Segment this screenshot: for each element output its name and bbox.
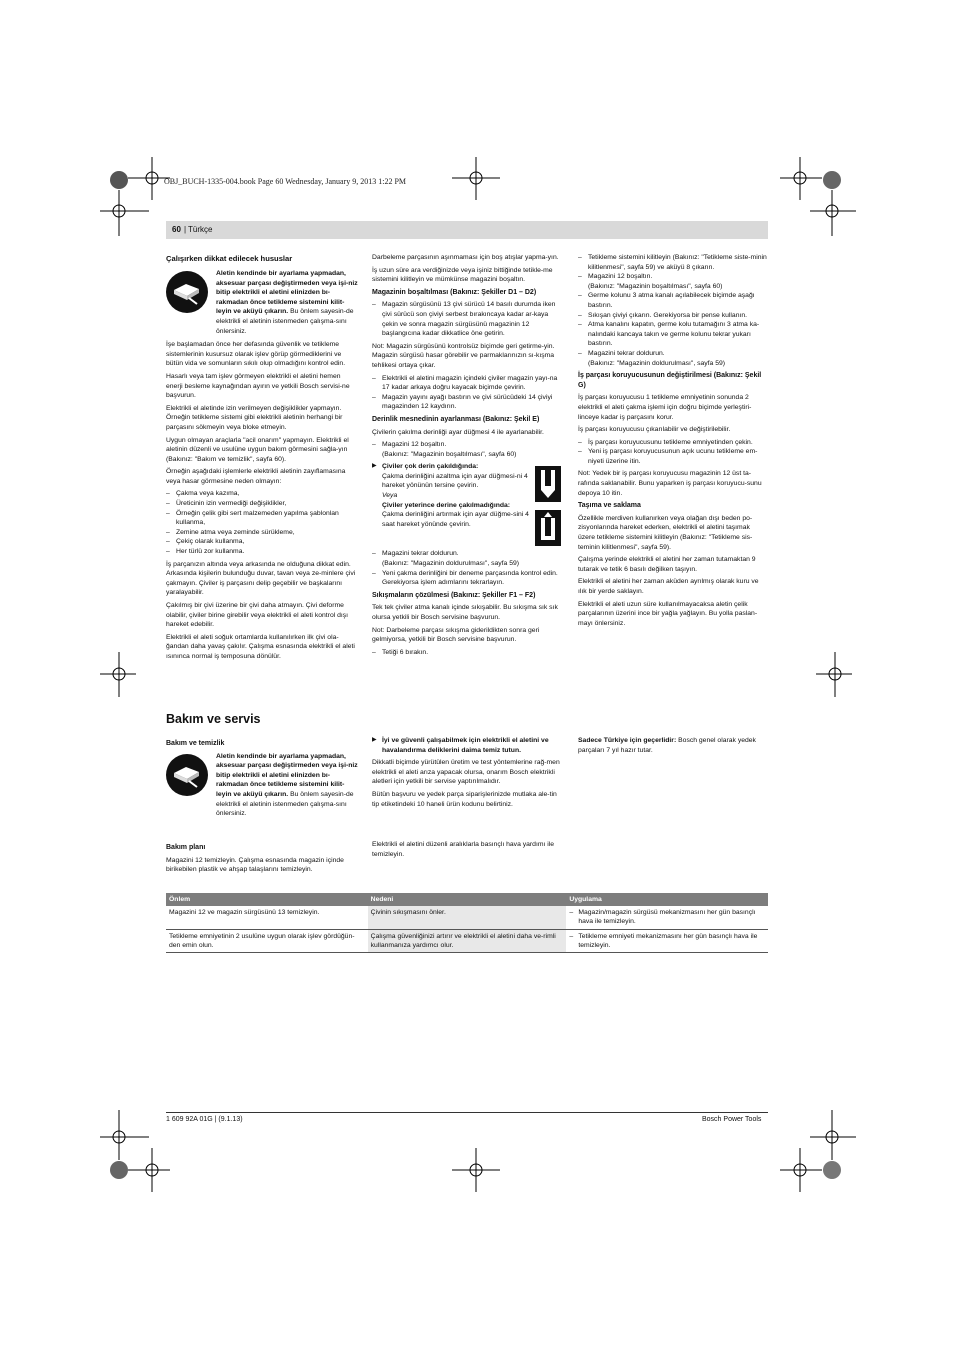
column-header: Nedeni bbox=[368, 893, 567, 906]
note: Not: Magazin sürgüsünü kontrolsüz biçimde geri getirme-yin. Magazin sürgüsü hasar görebilir ve parmaklarınızın sı-kışma tehlikesi ortaya çıkar. bbox=[372, 342, 555, 369]
list-item: – Sıkışan çiviyi çıkarın. Gerekiyorsa bir pense kullanın. bbox=[578, 311, 768, 321]
paragraph: İş parçanızın altında veya arkasında ne olduğuna dikkat edin. Arkasında kişilerin bulunduğu duvar, tavan veya ze-minlere çivi çakmayın. Çiviler iş parçasını delip geçebilir ve başkalarını yaralayabilir. bbox=[166, 560, 356, 597]
list-item: – İş parçası koruyucusunu tetikleme emniyetinden çekin. bbox=[578, 438, 768, 448]
footer-divider bbox=[166, 1112, 768, 1113]
maintenance-table bbox=[166, 893, 768, 953]
paragraph: Darbeleme parçasının aşınmaması için boş atışlar yapma-yın. bbox=[372, 254, 559, 261]
paragraph: İş parçası koruyucusu 1 tetikleme emniyetinin sonunda 2 elektrikli el aleti çakma işlemi için doğru biçimde yerleştiri-linceye kadar iş parçasını korur. bbox=[578, 394, 752, 421]
table-cell: Tetikleme emniyeti mekanizmasını her gün basınçlı hava ile temizleyin. bbox=[578, 932, 758, 949]
table-row: Tetikleme emniyetinin 2 usulüne uygun olarak işlev gördüğün-den emin olun. Çalışma güvenliğinizi artırır ve elektrikli el aletini daha ve-rimli kullanmanıza yardımcı olur. – Tetikleme emniyeti mekanizmasını her gün basınçlı hava ile temizleyin. bbox=[166, 929, 768, 952]
table-cell: Magazin/magazin sürgüsü mekanizmasını her gün basınçlı hava ile temizleyin. bbox=[578, 909, 756, 926]
table-cell: Çivinin sıkışmasını önler. bbox=[368, 906, 567, 929]
list-item: – Çakma veya kazıma, bbox=[166, 489, 358, 499]
page-number: 60 bbox=[172, 225, 181, 234]
warning-block bbox=[166, 752, 358, 819]
column-2 bbox=[372, 253, 563, 660]
heading-workpiece-guard: İş parçası koruyucusunun değiştirilmesi (Bakınız: Şekil G) bbox=[578, 372, 762, 389]
table-row: Magazini 12 ve magazin sürgüsünü 13 temizleyin. Çivinin sıkışmasını önler. – Magazin/magazin sürgüsü mekanizmasını her gün basınçlı hava ile temizleyin. bbox=[166, 906, 768, 929]
list-item: – Zemine atma veya zeminde sürükleme, bbox=[166, 528, 358, 538]
list-item: – Magazin sürgüsünü 13 çivi sürücü 14 basılı durumda iken çivi sürücü son çiviyi serbest bırakıncaya kadar ar-kaya çekin ve sonra magazin sürgüsünü magazinin 12 başlangıcına kadar dikkatlice öne getirin. bbox=[372, 300, 563, 338]
paragraph: Özellikle merdiven kullanırken veya olağan dışı beden po-zisyonlarında hareket ederken, elektrikli el aletini taşımak üzere tetikleme sistemini kilitleyin (Bakınız: "Tetikleme sis-teminin kilitlenmesi", sayfa 59). bbox=[578, 514, 753, 551]
depth-deep-icon bbox=[535, 510, 561, 546]
page-header-bar: 60 | Türkçe bbox=[166, 221, 768, 239]
maintenance-plan bbox=[166, 840, 358, 878]
maintenance-column-1 bbox=[166, 736, 358, 823]
list-item: – Magazini 12 boşaltın. (Bakınız: "Magazinin boşaltılması", sayfa 60) bbox=[578, 272, 768, 291]
paragraph: Çivilerin çakılma derinliği ayar düğmesi 4 ile ayarlanabilir. bbox=[372, 428, 544, 436]
paragraph: Çalışma yerinde elektrikli el aletini her zaman tutamaktan 9 tutarak ve tetik 6 basılı değilken taşıyın. bbox=[578, 556, 756, 573]
list-item: – Elektrikli el aletini magazin içindeki çiviler magazin yayı-na 17 kadar arkaya doğru kayacak biçimde çevirin. bbox=[372, 374, 563, 393]
paragraph: Elektrikli el aletini her zaman aküden ayrılmış olarak kuru ve ılık bir yerde saklayın. bbox=[578, 578, 759, 595]
column-3 bbox=[578, 253, 768, 631]
turkey-note-text: Bosch genel olarak yedek parçaları 7 yıl hazır tutar. bbox=[578, 737, 756, 754]
list-item: – Magazini tekrar doldurun. (Bakınız: "Magazinin doldurulması", sayfa 59) bbox=[372, 549, 563, 568]
paragraph: Elektrikli el aleti uzun süre kullanılmayacaksa aletin çelik parçalarının üzerini ince bir yağla yağlayın. Bu yolla paslan-mayı önlersiniz. bbox=[578, 600, 758, 627]
footer-brand: Bosch Power Tools bbox=[702, 1116, 762, 1123]
list-item: – Yeni çakma derinliğini bir deneme parçasında kontrol edin. Gerekiyorsa işlem adımlarını tekrarlayın. bbox=[372, 569, 563, 588]
heading-maintenance-plan: Bakım planı bbox=[166, 844, 206, 851]
list-item: – Magazini tekrar doldurun. (Bakınız: "Magazinin doldurulması", sayfa 59) bbox=[578, 349, 768, 368]
section-title: Bakım ve servis bbox=[166, 712, 261, 726]
bullet-bold-text: İyi ve güvenli çalışabilmek için elektrikli el aletini ve havalandırma deliklerini daima temiz tutun. bbox=[382, 737, 549, 754]
misuse-list bbox=[166, 489, 358, 556]
heading-depth-stop: Derinlik mesnedinin ayarlanması (Bakınız: Şekil E) bbox=[372, 415, 540, 423]
column-header: Uygulama bbox=[566, 893, 768, 906]
heading-maintenance-cleaning: Bakım ve temizlik bbox=[166, 740, 225, 747]
list-item: – Magazin yayını ayağı bastırın ve çivi sürücüdeki 14 çiviyi magazinden 12 kaydırın. bbox=[372, 393, 563, 412]
table-cell: Magazini 12 ve magazin sürgüsünü 13 temizleyin. bbox=[166, 906, 368, 929]
paragraph: Tek tek çiviler atma kanalı içinde sıkışabilir. Bu sıkışma sık sık olursa yetkili bir Bosch servisine başvurun. bbox=[372, 604, 558, 622]
paragraph: Elektrikli el aleti soğuk ortamlarda kullanılırken ilk çivi ola-ğandan daha yavaş çakılır. Çalışma esnasında elektrikli el aleti ısınınca normal iş temposuna dönülür. bbox=[166, 633, 355, 660]
paragraph: Elektrikli el aletini düzenli aralıklarla basınçlı hava yardımı ile temizleyin. bbox=[372, 841, 555, 858]
table-cell: Tetikleme emniyetinin 2 usulüne uygun olarak işlev gördüğün-den emin olun. bbox=[166, 929, 368, 952]
paragraph: Çakılmış bir çivi üzerine bir çivi daha atmayın. Çivi deforme olabilir, çiviler birine girebilir veya elektrikli el aleti kontrol dışı hareket edebilir. bbox=[166, 602, 349, 629]
paragraph: Magazini 12 temizleyin. Çalışma esnasında magazin içinde birikebilen plastik ve ahşap talaşlarını temizleyin. bbox=[166, 856, 344, 874]
paragraph: Uygun olmayan araçlarla "acil onarım" yapmayın. Elektrikli el aletinin düzenli ve usulüne uygun bakım görmesini sağla-yın (Bakınız: "Bakım ve temizlik", sayfa 60). bbox=[166, 436, 349, 463]
list-item: – Yeni iş parçası koruyucusunun açık ucunu tetikleme em-niyeti üzerine itin. bbox=[578, 447, 768, 466]
depth-adjust-block: ▶ Çiviler çok derin çakıldığında: Çakma derinliğini azaltma için ayar düğmesi-ni 4 hareket yönünün tersine çevirin. Veya Çiviler yeterince derine çakılmadığında: Çakma derinliğini artırmak için ayar düğme-sini 4 saat hareket yönünde çevirin. bbox=[372, 462, 563, 549]
warning-normal-text: Bu önlem sayesin-de elektrikli el aletinin istenmeden çalışma-sını önlersiniz. bbox=[216, 308, 354, 335]
maintenance-plan-2 bbox=[372, 840, 563, 862]
table-cell: Çalışma güvenliğinizi artırır ve elektrikli el aletini daha ve-rimli kullanmanıza yardımcı olur. bbox=[368, 929, 567, 952]
footer-code: 1 609 92A 01G | (9.1.13) bbox=[166, 1116, 243, 1123]
bullet-arrow-icon: ▶ bbox=[372, 737, 377, 743]
heading-clear-jams: Sıkışmaların çözülmesi (Bakınız: Şekiller F1 – F2) bbox=[372, 591, 536, 599]
warning-bold-text: Aletin kendinde bir ayarlama yapmadan, aksesuar parçası değiştirmeden veya işi-niz bitip elektrikli el aletini elinizden bı-rakmadan önce tetikleme sistemini kilit-leyin ve aküyü çıkarın. bbox=[216, 270, 358, 316]
paragraph: Hasarlı veya tam işlev görmeyen elektrikli el aletini hemen enerji besleme kaynağından ayırın ve yetkili Bosch servisi-ne başvurun. bbox=[166, 372, 350, 400]
paragraph: Örneğin aşağıdaki işlemlerle elektrikli aletinin zayıflamasına veya hasar görmesine neden olmayın: bbox=[166, 468, 346, 485]
heading-unload-magazine: Magazinin boşaltılması (Bakınız: Şekiller D1 – D2) bbox=[372, 288, 537, 296]
heading-transport-storage: Taşıma ve saklama bbox=[578, 502, 641, 510]
read-manual-icon bbox=[166, 754, 208, 796]
list-item: – Germe kolunu 3 atma kanalı açılabilecek biçimde aşağı bastırın. bbox=[578, 291, 768, 310]
list-item: – Üreticinin izin vermediği değişiklikler, bbox=[166, 499, 358, 509]
paragraph: Bütün başvuru ve yedek parça siparişlerinizde mutlaka ale-tin tip etiketindeki 10 haneli ürün kodunu belirtiniz. bbox=[372, 790, 557, 808]
paragraph: İş parçası koruyucusu çıkarılabilir ve değiştirilebilir. bbox=[578, 426, 731, 434]
list-item: – Magazini 12 boşaltın. (Bakınız: "Magazinin boşaltılması", sayfa 60) bbox=[372, 440, 563, 459]
page-language: Türkçe bbox=[188, 225, 213, 234]
paragraph: Elektrikli el aletinde izin verilmeyen değişiklikler yapmayın. Örneğin tetikleme sistemi gibi elektrikli aletinin herhangi bir parçasını sökmeyin veya bloke etmeyin. bbox=[166, 404, 343, 431]
warning-bold-text: Aletin kendinde bir ayarlama yapmadan, aksesuar parçası değiştirmeden veya işi-niz bitip elektrikli el aletini elinizden bı-rakmadan önce tetikleme sistemini kilit-leyin ve aküyü çıkarın. bbox=[216, 752, 358, 798]
note: Not: Yedek bir iş parçası koruyucusu magazinin 12 üst ta-rafında saklanabilir. Bunu yaparken iş parçası koruyucu-sunu depoya 10 itin. bbox=[578, 470, 762, 497]
read-manual-icon bbox=[166, 271, 208, 313]
list-item: – Tetikleme sistemini kilitleyin (Bakınız: "Tetikleme siste-minin kilitlenmesi", sayfa 59) ve aküyü 8 çıkarın. bbox=[578, 253, 768, 272]
list-item: – Her türlü zor kullanma. bbox=[166, 547, 358, 557]
paragraph: İşe başlamadan önce her defasında güvenlik ve tetikleme sistemlerinin kusursuz olarak işlev görüp görmediklerini ve bütün vida ve somunların sıkılı olup olmadığını kontrol edin. bbox=[166, 341, 346, 368]
paragraph: Dikkatli biçimde yürütülen üretim ve test yöntemlerine rağ-men elektrikli el aleti arıza yapacak olursa, onarım Bosch elektrikli aletleri için yetkili bir servise yaptırılmalıdır. bbox=[372, 759, 560, 786]
jam-steps-list bbox=[578, 253, 768, 368]
maintenance-column-2 bbox=[372, 736, 563, 812]
maintenance-column-3 bbox=[578, 736, 768, 758]
depth-shallow-icon bbox=[535, 466, 561, 502]
warning-normal-text: Bu önlem sayesin-de elektrikli el aletinin istenmeden çalışma-sını önlersiniz. bbox=[216, 790, 354, 818]
file-header: OBJ_BUCH-1335-004.book Page 60 Wednesday, January 9, 2013 1:22 PM bbox=[164, 177, 407, 186]
column-header: Önlem bbox=[166, 893, 368, 906]
note: Not: Darbeleme parçası sıkışma giderildikten sonra geri gelmiyorsa, yetkili bir Bosch servisine başvurun. bbox=[372, 626, 540, 644]
paragraph: İş uzun süre ara verdiğinizde veya işiniz bittiğinde tetikle-me sistemini kilitleyin ve mümkünse magazini boşaltın. bbox=[372, 266, 553, 284]
list-item: – Çekiç olarak kullanma, bbox=[166, 537, 358, 547]
list-item: – Atma kanalını kapatın, germe kolu tutamağını 3 atma ka-nalındaki kancaya takın ve germe kolunu tekrar yukarı bastırın. bbox=[578, 320, 768, 349]
heading-working-notes: Çalışırken dikkat edilecek hususlar bbox=[166, 254, 293, 263]
list-item: – Tetiği 6 bırakın. bbox=[372, 648, 563, 658]
warning-block bbox=[166, 269, 358, 336]
column-1 bbox=[166, 253, 358, 665]
turkey-note-label: Sadece Türkiye için geçerlidir: bbox=[578, 737, 677, 744]
list-item: – Örneğin çelik gibi sert malzemeden yapılma şablonlan kullanma, bbox=[166, 509, 358, 528]
